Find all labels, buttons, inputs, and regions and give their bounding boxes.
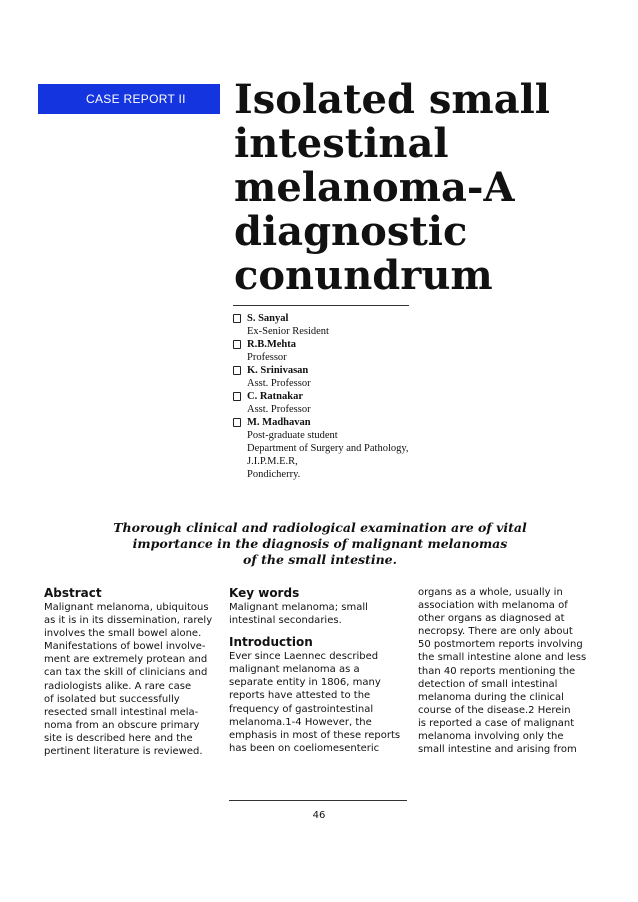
introduction-heading: Introduction [229,635,313,650]
text-line: melanoma during the clinical [418,691,564,703]
text-line: reports have attested to the [229,690,371,702]
author-entry [233,364,533,390]
author-role: Asst. Professor [247,378,311,389]
case-report-label: CASE REPORT II [86,92,186,106]
text-line: association with melanoma of [418,600,568,612]
text-line: separate entity in 1806, many [229,677,381,689]
author-entry [233,338,533,364]
article-title [234,78,614,298]
text-line: Manifestations of bowel involve- [44,641,206,653]
text-line: radiologists alike. A rare case [44,680,192,692]
author-list [233,312,533,481]
page-number: 46 [312,810,326,821]
text-line: the small intestine alone and less [418,652,587,664]
author-entry [233,390,533,416]
case-report-banner [38,84,220,114]
text-line: can tax the skill of clinicians and [44,667,208,679]
author-name: C. Ratnakar [247,391,304,402]
text-line: ment are extremely protean and [44,654,208,666]
abstract-text [44,601,218,758]
text-line: organs as a whole, usually in [418,587,563,598]
affiliation-line: Pondicherry. [247,469,301,480]
text-line: involves the small bowel alone. [44,628,202,640]
text-line: of isolated but successfully [44,693,180,705]
text-line: is reported a case of malignant [418,717,575,729]
text-line: emphasis in most of these reports [229,729,401,741]
title-line: intestinal [234,120,449,167]
text-line: melanoma involving only the [418,731,564,743]
text-line: has been on coeliomesenteric [229,742,380,754]
affiliation-line: J.I.P.M.E.R, [247,456,298,467]
author-role: Professor [247,352,287,363]
affiliation [233,442,533,481]
text-line: intestinal secondaries. [229,615,342,627]
text-line: pertinent literature is reviewed. [44,746,203,758]
author-entry [233,312,533,338]
text-line: site is described here and the [44,732,193,744]
text-line: necropsy. There are only about [418,626,573,638]
checkbox-square-icon [233,340,241,349]
abstract-column [44,586,218,758]
pull-quote-line: importance in the diagnosis of malignant melanomas [132,536,508,551]
text-line: than 40 reports mentioning the [418,665,576,677]
text-line: 50 postmortem reports involving [418,639,583,651]
title-line: melanoma-A [234,164,515,211]
checkbox-square-icon [233,366,241,375]
checkbox-square-icon [233,314,241,323]
text-line: melanoma.1-4 However, the [229,716,372,728]
author-role: Post-graduate student [247,430,338,441]
text-line: frequency of gastrointestinal [229,703,374,715]
title-line: diagnostic [234,208,468,255]
affiliation-line: Department of Surgery and Pathology, [247,443,409,454]
body-column [418,586,598,756]
keywords-text [229,601,407,627]
pull-quote-line: of the small intestine. [243,552,397,567]
checkbox-square-icon [233,392,241,401]
keywords-intro-column [229,586,407,755]
text-line: malignant melanoma as a [229,664,360,676]
text-line: as it is in its dissemination, rarely [44,615,213,627]
text-line: other organs as diagnosed at [418,613,565,625]
author-name: S. Sanyal [247,313,289,324]
author-name: K. Srinivasan [247,365,309,376]
text-line: detection of small intestinal [418,678,558,690]
text-line: small intestine and arising from [418,744,577,756]
author-name: M. Madhavan [247,417,311,428]
abstract-heading: Abstract [44,586,102,600]
pull-quote [80,520,560,568]
text-line: resected small intestinal mela- [44,706,199,718]
checkbox-square-icon [233,418,241,427]
title-line: Isolated small [234,76,550,123]
text-line: Ever since Laennec described [229,651,379,663]
text-line: course of the disease.2 Herein [418,704,571,716]
title-divider [233,305,409,306]
footer-divider [229,800,407,801]
text-line: Malignant melanoma, ubiquitous [44,602,209,613]
introduction-text [229,650,407,755]
author-role: Ex-Senior Resident [247,326,329,337]
text-line: Malignant melanoma; small [229,602,368,613]
body-text [418,586,598,756]
author-entry [233,416,533,442]
title-line: conundrum [234,252,493,299]
author-role: Asst. Professor [247,404,311,415]
keywords-heading: Key words [229,586,300,600]
pull-quote-line: Thorough clinical and radiological examination are of vital [113,520,527,535]
text-line: noma from an obscure primary [44,719,200,731]
author-name: R.B.Mehta [247,339,296,350]
